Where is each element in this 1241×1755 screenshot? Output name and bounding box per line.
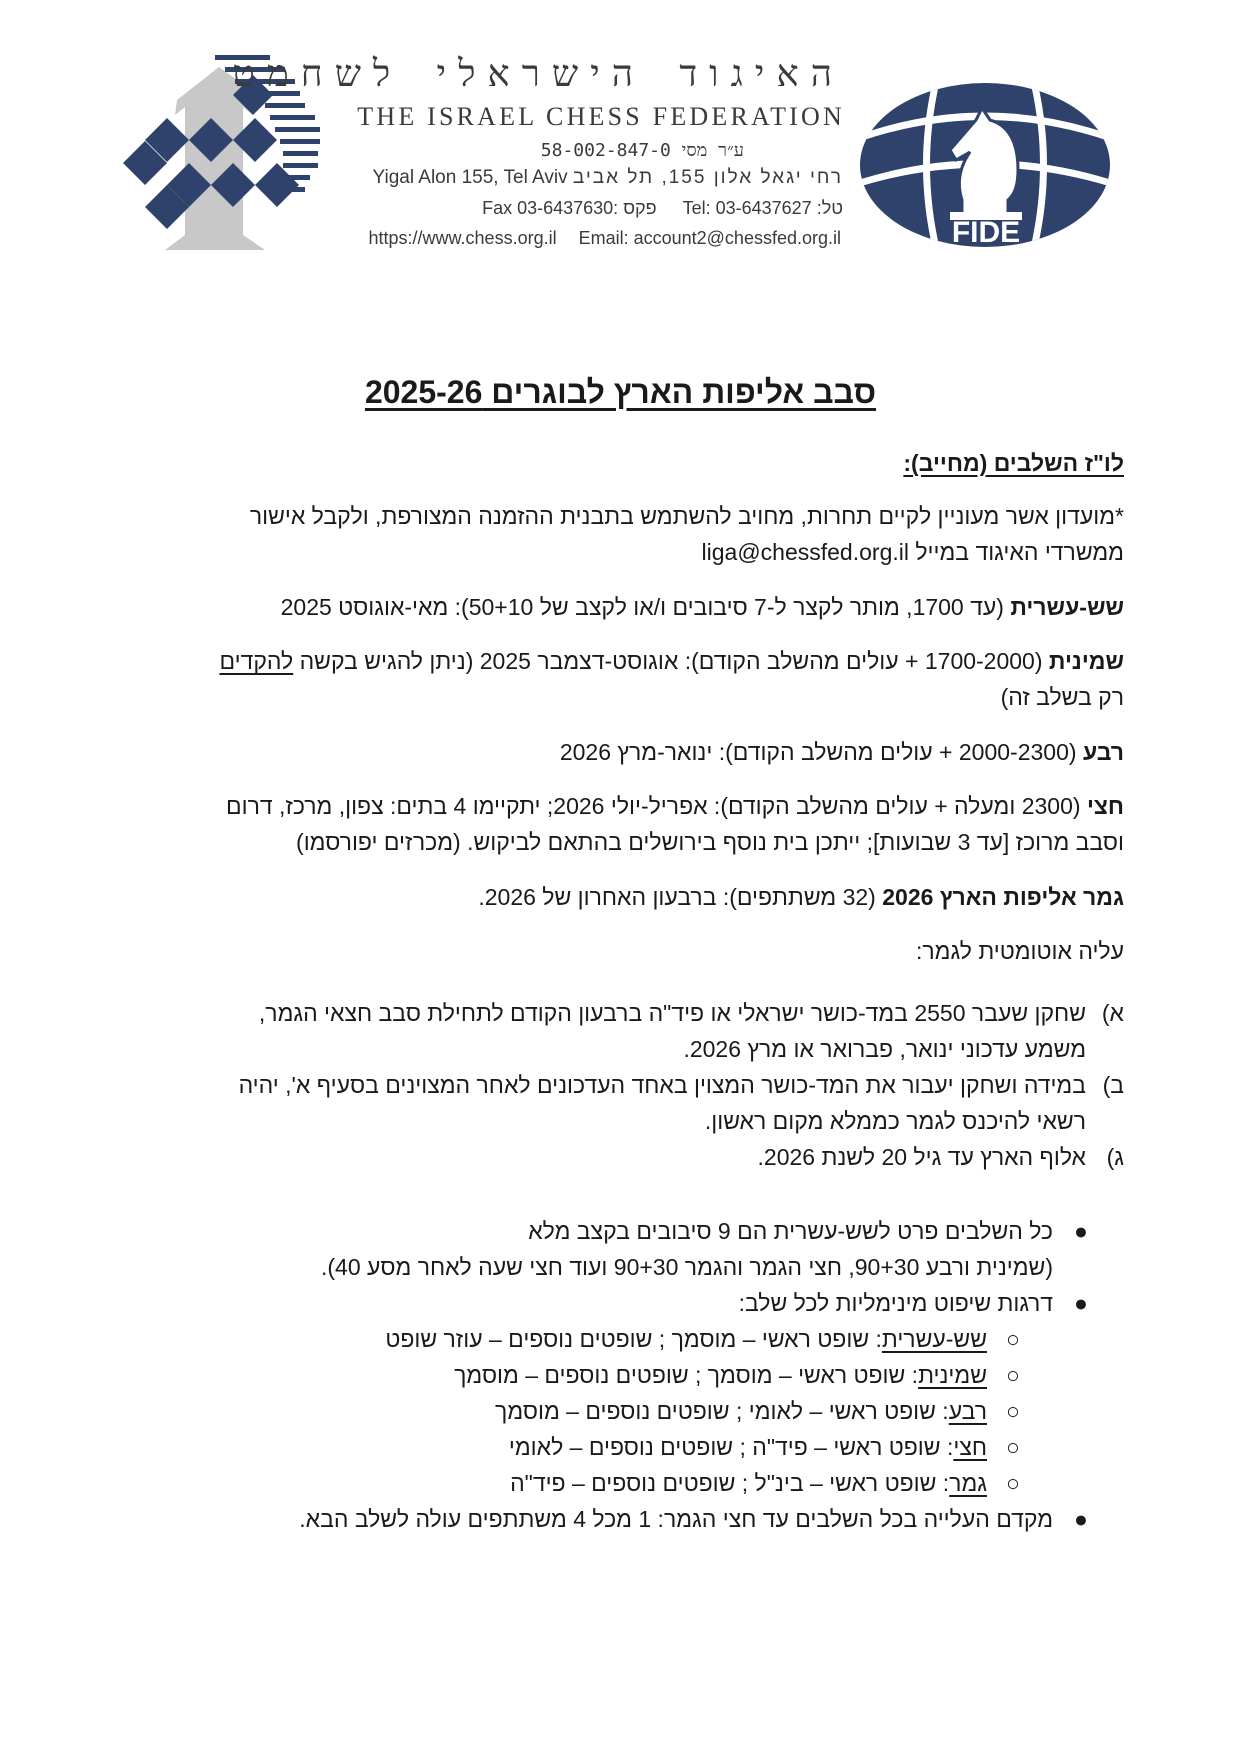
email-address[interactable]: Email: account2@chessfed.org.il <box>578 228 841 248</box>
registration-number: ע״ר מסי 58-002-847-0 <box>540 140 744 161</box>
contact-phones <box>456 198 843 219</box>
arbiter-text: : שופט ראשי – פיד"ה ; שופטים נוספים – לאומי <box>508 1434 954 1460</box>
arbiter-item-4 <box>123 1393 1023 1429</box>
fide-label: FIDE <box>951 216 1021 249</box>
bullet-advancement <box>191 1501 1091 1537</box>
bullet-icon: ● <box>1074 1290 1088 1316</box>
fide-logo <box>858 80 1112 250</box>
item-line-1: שחקן שעבר 2550 במד-כושר ישראלי או פיד"ה ברבעון הקודם לתחילת סבב חצאי הגמר, <box>258 1000 1086 1026</box>
stage-text: (32 משתתפים): ברבעון האחרון של 2026. <box>478 884 876 910</box>
bullet-text: מקדם העלייה בכל השלבים עד חצי הגמר: 1 מכל 4 משתתפים עולה לשלב הבא. <box>299 1506 1053 1532</box>
bullet-rounds <box>191 1213 1091 1285</box>
website-link[interactable]: https://www.chess.org.il <box>368 228 557 248</box>
tel-number: Tel: 03-6437627 :טל <box>682 198 843 218</box>
stage-text: (1700-2000 + עולים מהשלב הקודם): אוגוסט-דצמבר 2025 (ניתן להגיש בקשה <box>299 648 1043 674</box>
bullet-icon: ● <box>1074 1506 1088 1532</box>
stage-name: שמינית <box>1048 648 1124 674</box>
league-email[interactable]: liga@chessfed.org.il <box>701 539 909 565</box>
arbiter-item-final <box>123 1465 1023 1501</box>
federation-name-english: THE ISRAEL CHESS FEDERATION <box>357 102 845 131</box>
item-line-2: רשאי להיכנס לגמר כממלא מקום ראשון. <box>704 1108 1086 1134</box>
intro-line-1: *מועדון אשר מעוניין לקיים תחרות, מחויב להשתמש בתבנית ההזמנה המצורפת, ולקבל אישור <box>249 503 1124 529</box>
bullet-line-2: (שמינית ורבע 90+30, חצי הגמר והגמר 90+30 ועוד חצי שעה לאחר מסע 40). <box>320 1254 1053 1280</box>
item-line-2: משמע עדכוני ינואר, פברואר או מרץ 2026. <box>683 1036 1086 1062</box>
circle-bullet-icon: ○ <box>1006 1398 1020 1424</box>
auto-item-b <box>114 1067 1124 1139</box>
intro-line-2: ממשרדי האיגוד במייל liga@chessfed.org.il <box>701 539 1124 565</box>
arbiter-text: : שופט ראשי – לאומי ; שופטים נוספים – מוסמך <box>495 1398 949 1424</box>
auto-item-c <box>114 1139 1124 1175</box>
arbiter-stage: שמינית <box>918 1362 987 1388</box>
stage-text: (עד 1700, מותר לקצר ל-7 סיבובים ו/או לקצב של 50+10): מאי-אוגוסט 2025 <box>280 594 1004 620</box>
item-label: ג) <box>1106 1144 1124 1170</box>
address-english: Yigal Alon 155, Tel Aviv <box>372 167 568 188</box>
item-line-1: אלוף הארץ עד גיל 20 לשנת 2026. <box>757 1144 1086 1170</box>
stage-round-of-16 <box>114 589 1124 625</box>
address <box>373 167 844 189</box>
stage-text: (2300 ומעלה + עולים מהשלב הקודם): אפריל-יולי 2026; יתקיימו 4 בתים: צפון, מרכז, דרום <box>226 793 1081 819</box>
stage-name: גמר אליפות הארץ 2026 <box>882 884 1124 910</box>
bullet-arbiters <box>191 1285 1091 1321</box>
arbiter-stage: רבע <box>948 1398 987 1424</box>
auto-item-a <box>114 995 1124 1067</box>
intro-paragraph <box>114 498 1124 570</box>
arbiter-text: : שופט ראשי – בינ"ל ; שופטים נוספים – פיד"ה <box>510 1470 950 1496</box>
stage-text-2: וסבב מרוכז [עד 3 שבועות]; ייתכן בית נוסף בירושלים בהתאם לביקוש. (מכרזים יפורסמו) <box>296 829 1124 855</box>
item-label: א) <box>1101 1000 1124 1026</box>
arbiter-item-2 <box>123 1429 1023 1465</box>
bullet-text: דרגות שיפוט מינימליות לכל שלב: <box>738 1290 1053 1316</box>
stage-underlined: להקדים <box>219 648 294 674</box>
circle-bullet-icon: ○ <box>1006 1434 1020 1460</box>
stage-round-of-8 <box>114 643 1124 715</box>
auto-qualify-heading: עליה אוטומטית לגמר: <box>916 938 1124 964</box>
page-title: סבב אליפות הארץ לבוגרים 2025-26 <box>364 374 877 410</box>
contact-web <box>347 228 841 249</box>
stage-final <box>114 879 1124 915</box>
arbiter-text: : שופט ראשי – מוסמך ; שופטים נוספים – מוסמך <box>454 1362 919 1388</box>
arbiter-text: : שופט ראשי – מוסמך ; שופטים נוספים – עוזר שופט <box>385 1326 882 1352</box>
stage-name: רבע <box>1082 739 1124 765</box>
bullet-line-1: כל השלבים פרט לשש-עשרית הם 9 סיבובים בקצב מלא <box>528 1218 1053 1244</box>
item-label: ב) <box>1102 1072 1124 1098</box>
arbiter-stage: חצי <box>953 1434 987 1460</box>
stage-quarterfinal <box>114 734 1124 770</box>
federation-name-hebrew: האיגוד הישראלי לשחמט <box>232 52 844 95</box>
fax-number: Fax 03-6437630: פקס <box>482 198 657 218</box>
arbiter-stage: גמר <box>949 1470 987 1496</box>
bullet-icon: ● <box>1074 1218 1088 1244</box>
stage-text-2: רק בשלב זה) <box>1000 684 1124 710</box>
arbiter-stage: שש-עשרית <box>881 1326 987 1352</box>
arbiter-item-8 <box>123 1357 1023 1393</box>
arbiter-item-16 <box>123 1321 1023 1357</box>
stage-semifinal <box>114 788 1124 860</box>
circle-bullet-icon: ○ <box>1006 1470 1020 1496</box>
address-hebrew: רחי יגאל אלון 155, תל אביב <box>572 167 843 188</box>
stage-text: (2000-2300 + עולים מהשלב הקודם): ינואר-מרץ 2026 <box>559 739 1077 765</box>
circle-bullet-icon: ○ <box>1006 1326 1020 1352</box>
circle-bullet-icon: ○ <box>1006 1362 1020 1388</box>
schedule-heading: לו"ז השלבים (מחייב): <box>903 450 1124 476</box>
stage-name: חצי <box>1086 793 1124 819</box>
stage-name: שש-עשרית <box>1010 594 1124 620</box>
item-line-1: במידה ושחקן יעבור את המד-כושר המצוין באחד העדכונים לאחר המצוינים בסעיף א', יהיה <box>238 1072 1086 1098</box>
